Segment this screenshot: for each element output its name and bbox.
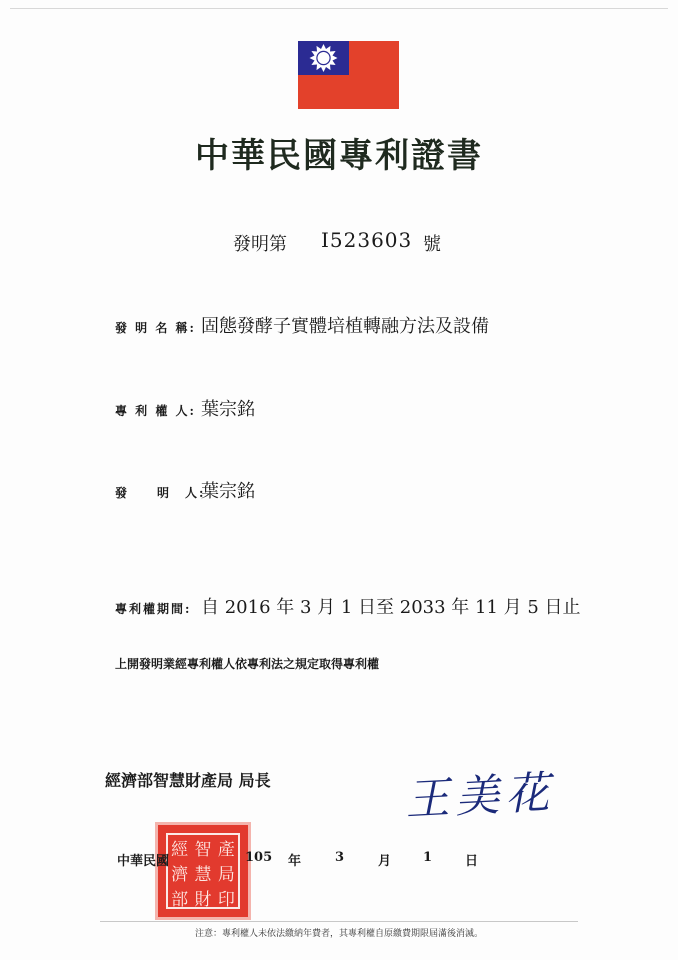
director-signature: 王美花: [404, 767, 557, 826]
roc-flag-icon: [298, 41, 399, 109]
seal-char: 部: [171, 890, 189, 910]
inventor-field: [115, 477, 255, 503]
date-day-unit: 日: [465, 854, 479, 869]
date-era: 中華民國: [117, 854, 170, 869]
white-sun-icon: [298, 41, 349, 75]
seal-char: 印: [217, 890, 235, 910]
inventor-label: 發 明 人:: [115, 486, 206, 500]
invention-name-label: 發 明 名 稱:: [115, 321, 196, 335]
patentee-label: 專 利 權 人:: [115, 404, 196, 418]
seal-char: 局: [217, 865, 235, 885]
official-seal-stamp: [155, 822, 251, 920]
patent-number-suffix: 號: [423, 234, 441, 255]
invention-name-value: 固態發酵子實體培植轉融方法及設備: [201, 316, 489, 337]
patent-term-label: 專利權期間:: [115, 602, 192, 616]
patentee-value: 葉宗銘: [201, 399, 255, 420]
grant-statement: 上開發明業經專利權人依專利法之規定取得專利權: [115, 657, 380, 671]
seal-char: 產: [217, 840, 235, 860]
patent-number-line: [0, 228, 678, 256]
date-day: 1: [423, 850, 433, 865]
seal-char: 財: [194, 890, 212, 910]
seal-inner: [166, 833, 240, 909]
top-rule: [10, 8, 668, 9]
date-month-unit: 月: [378, 854, 392, 869]
date-month: 3: [335, 850, 345, 865]
seal-char: 智: [194, 840, 212, 860]
office-director-title: 經濟部智慧財產局 局長: [105, 771, 271, 790]
invention-name-field: [115, 312, 489, 338]
patent-number: I523603: [321, 228, 413, 252]
patent-term-field: [115, 593, 581, 619]
patent-number-prefix: 發明第: [233, 234, 287, 255]
patentee-field: [115, 395, 255, 421]
inventor-value: 葉宗銘: [201, 481, 255, 502]
patent-term-value: 自 2016 年 3 月 1 日至 2033 年 11 月 5 日止: [201, 597, 581, 618]
date-year: 105: [245, 850, 273, 865]
bottom-rule: [100, 921, 578, 922]
seal-char: 經: [171, 840, 189, 860]
certificate-title: 中華民國專利證書: [195, 136, 483, 176]
date-year-unit: 年: [288, 854, 302, 869]
seal-char: 濟: [171, 865, 189, 885]
footer-notice: 注意：專利權人未依法繳納年費者，其專利權自原繳費期限屆滿後消滅。: [194, 929, 483, 939]
seal-char: 慧: [194, 865, 212, 885]
